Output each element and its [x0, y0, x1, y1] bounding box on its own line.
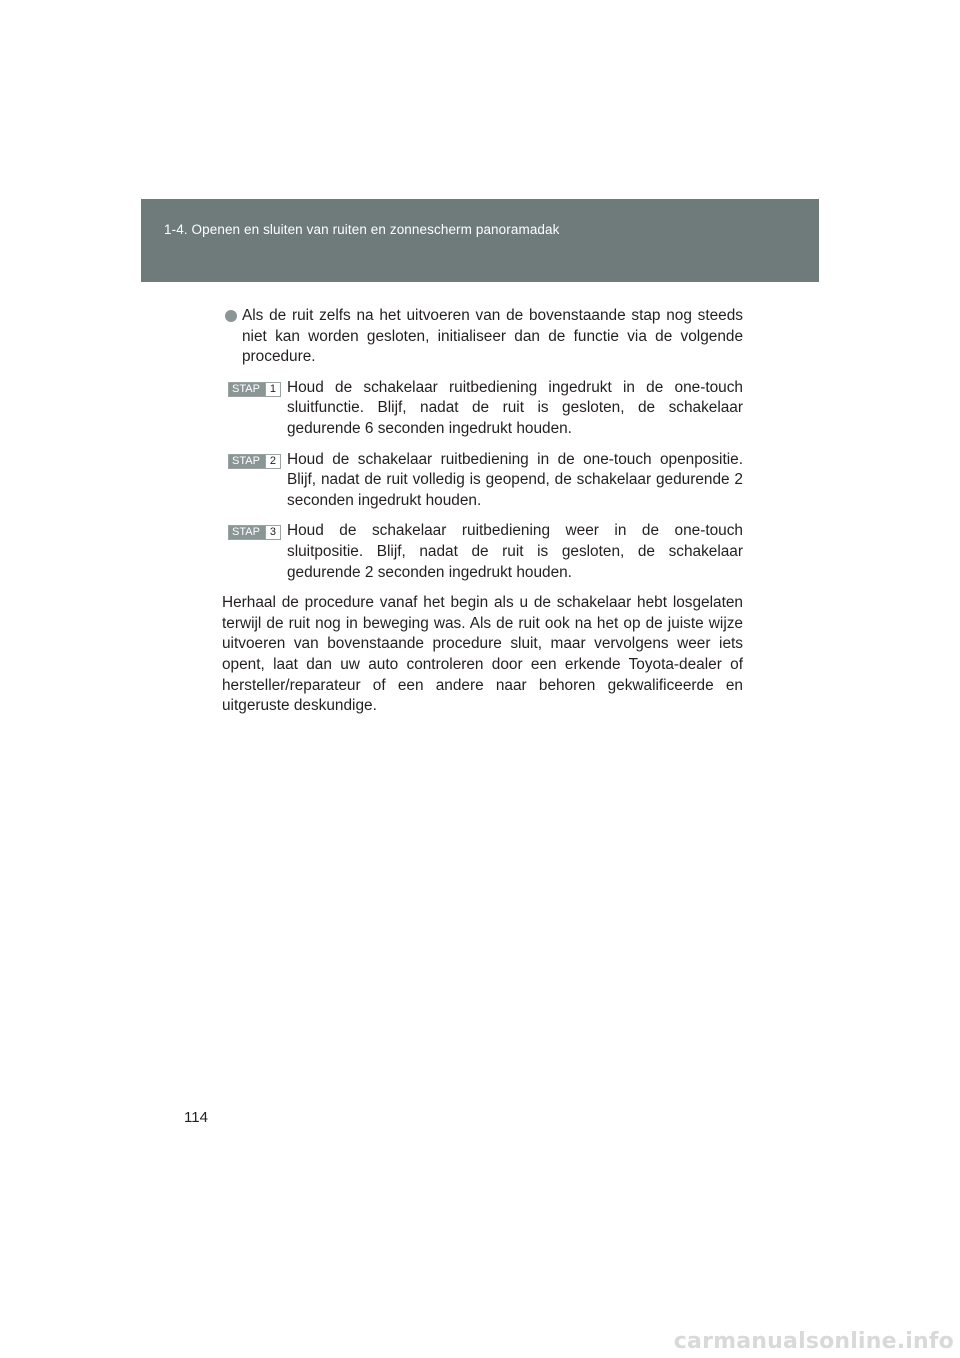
step-badge-3	[228, 525, 281, 540]
step-label: STAP	[229, 383, 265, 396]
section-header	[141, 199, 819, 282]
bullet-note	[222, 306, 743, 368]
closing-paragraph: Herhaal de procedure vanaf het begin als u de schakelaar hebt losgelaten terwijl de ruit nog in beweging was. Als de ruit ook na het op de juiste wijze uitvoeren van bovenstaande procedure sluit, maar vervolgens weer iets opent, laat dan uw auto controleren door een erkende Toyota-dealer of hersteller/reparateur of een andere naar behoren gekwalificeerde en uitgeruste deskundige.	[222, 594, 743, 715]
step-number: 3	[265, 526, 280, 539]
step-3	[222, 521, 743, 583]
step-badge-2	[228, 454, 281, 469]
bullet-dot-icon	[225, 310, 237, 322]
step-label: STAP	[229, 526, 265, 539]
step-text: Houd de schakelaar ruitbediening weer in de one-touch sluitpositie. Blijf, nadat de ruit is gesloten, de schakelaar gedurende 2 seconden ingedrukt houden.	[287, 522, 743, 581]
watermark: carmanualsonline.info	[673, 1329, 954, 1354]
page-number: 114	[184, 1109, 208, 1126]
step-badge-1	[228, 382, 281, 397]
step-number: 2	[265, 455, 280, 468]
step-label: STAP	[229, 455, 265, 468]
page-content	[222, 306, 743, 717]
step-2	[222, 450, 743, 512]
section-title: 1-4. Openen en sluiten van ruiten en zonnescherm panoramadak	[164, 222, 560, 237]
step-1	[222, 378, 743, 440]
bullet-text: Als de ruit zelfs na het uitvoeren van de bovenstaande stap nog steeds niet kan worden gesloten, initialiseer dan de functie via de volgende procedure.	[242, 307, 743, 366]
step-text: Houd de schakelaar ruitbediening in de one-touch openpositie. Blijf, nadat de ruit volledig is geopend, de schakelaar gedurende 2 seconden ingedrukt houden.	[287, 450, 743, 509]
step-text: Houd de schakelaar ruitbediening ingedrukt in de one-touch sluitfunctie. Blijf, nadat de ruit is gesloten, de schakelaar gedurende 6 seconden ingedrukt houden.	[287, 378, 743, 437]
step-number: 1	[265, 383, 280, 396]
